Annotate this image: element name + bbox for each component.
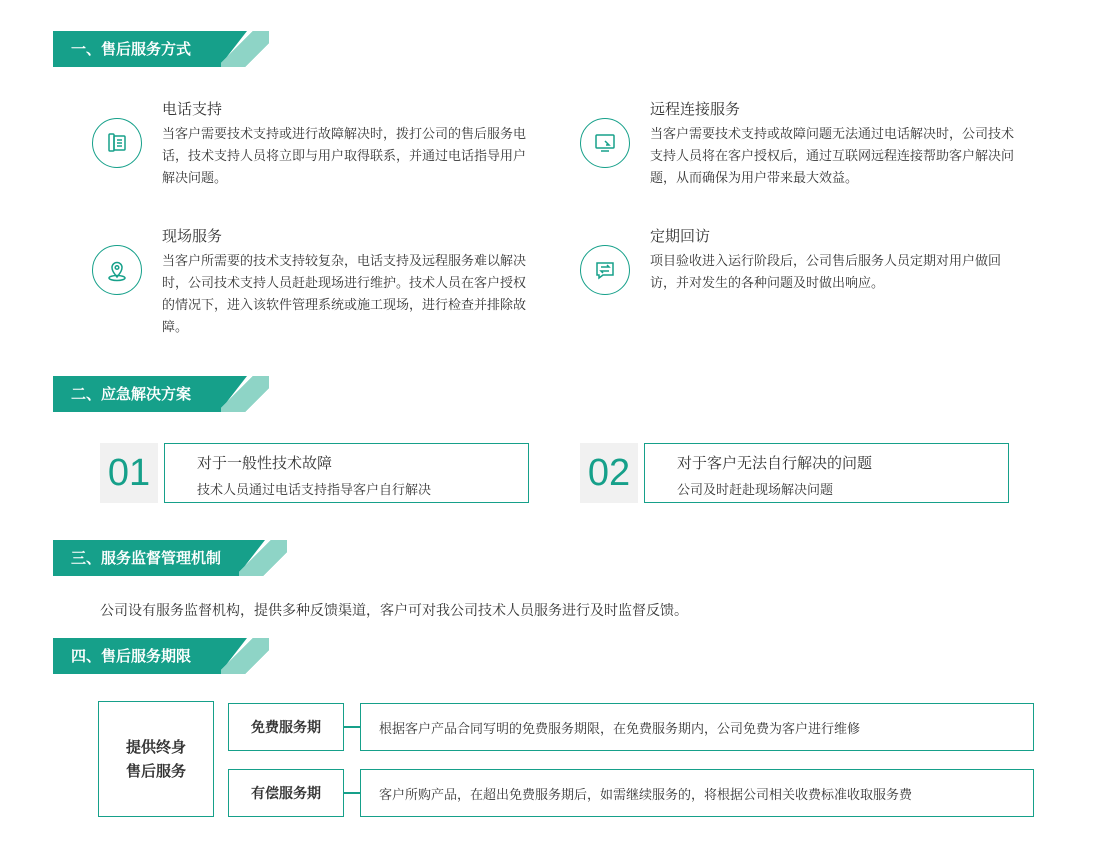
emergency-sub: 技术人员通过电话支持指导客户自行解决 [197,483,432,498]
phone-icon [92,118,142,168]
section-title: 一、售后服务方式 [71,40,192,58]
service-name: 现场服务 [162,227,223,245]
free-period-label: 免费服务期 [228,703,344,751]
service-desc: 当客户需要技术支持或进行故障解决时，拨打公司的售后服务电话，技术支持人员将立即与用户取得联系，并通过电话指导用户解决问题。 [162,127,527,186]
service-desc: 当客户所需要的技术支持较复杂，电话支持及远程服务难以解决时，公司技术支持人员赶赴现场进行维护。技术人员在客户授权的情况下，进入该软件管理系统或施工现场，进行检查并排除故障。 [162,254,527,335]
service-desc: 项目验收进入运行阶段后，公司售后服务人员定期对用户做回访，并对发生的各种问题及时做出响应。 [650,254,1002,291]
section-title: 三、服务监督管理机制 [71,549,222,567]
free-period-detail: 根据客户产品合同写明的免费服务期限，在免费服务期内，公司免费为客户进行维修 [360,703,1034,751]
emergency-title: 对于一般性技术故障 [197,454,333,472]
section-heading-2 [53,376,253,412]
paid-period-label: 有偿服务期 [228,769,344,817]
section-heading-1 [53,31,253,67]
section-title: 二、应急解决方案 [71,385,192,403]
emergency-box [164,443,529,503]
connector-line [344,792,360,794]
service-name: 定期回访 [650,227,711,245]
connector-line [344,726,360,728]
paid-period-detail: 客户所购产品，在超出免费服务期后，如需继续服务的，将根据公司相关收费标准收取服务费 [360,769,1034,817]
exchange-icon [580,245,630,295]
lifetime-service-label: 提供终身售后服务 [125,738,186,780]
service-name: 远程连接服务 [650,100,741,118]
section-heading-4 [53,638,253,674]
emergency-number: 01 [100,443,158,503]
emergency-title: 对于客户无法自行解决的问题 [677,454,873,472]
supervision-text: 公司设有服务监督机构，提供多种反馈渠道，客户可对我公司技术人员服务进行及时监督反馈。 [100,603,688,619]
emergency-sub: 公司及时赶赴现场解决问题 [677,483,834,498]
emergency-box [644,443,1009,503]
lifetime-service-box [98,701,214,817]
service-desc: 当客户需要技术支持或故障问题无法通过电话解决时，公司技术支持人员将在客户授权后，通过互联网远程连接帮助客户解决问题，从而确保为用户带来最大效益。 [650,127,1015,186]
section-heading-3 [53,540,253,576]
service-name: 电话支持 [162,100,223,118]
emergency-number: 02 [580,443,638,503]
location-pin-icon [92,245,142,295]
section-title: 四、售后服务期限 [71,647,192,665]
monitor-icon [580,118,630,168]
